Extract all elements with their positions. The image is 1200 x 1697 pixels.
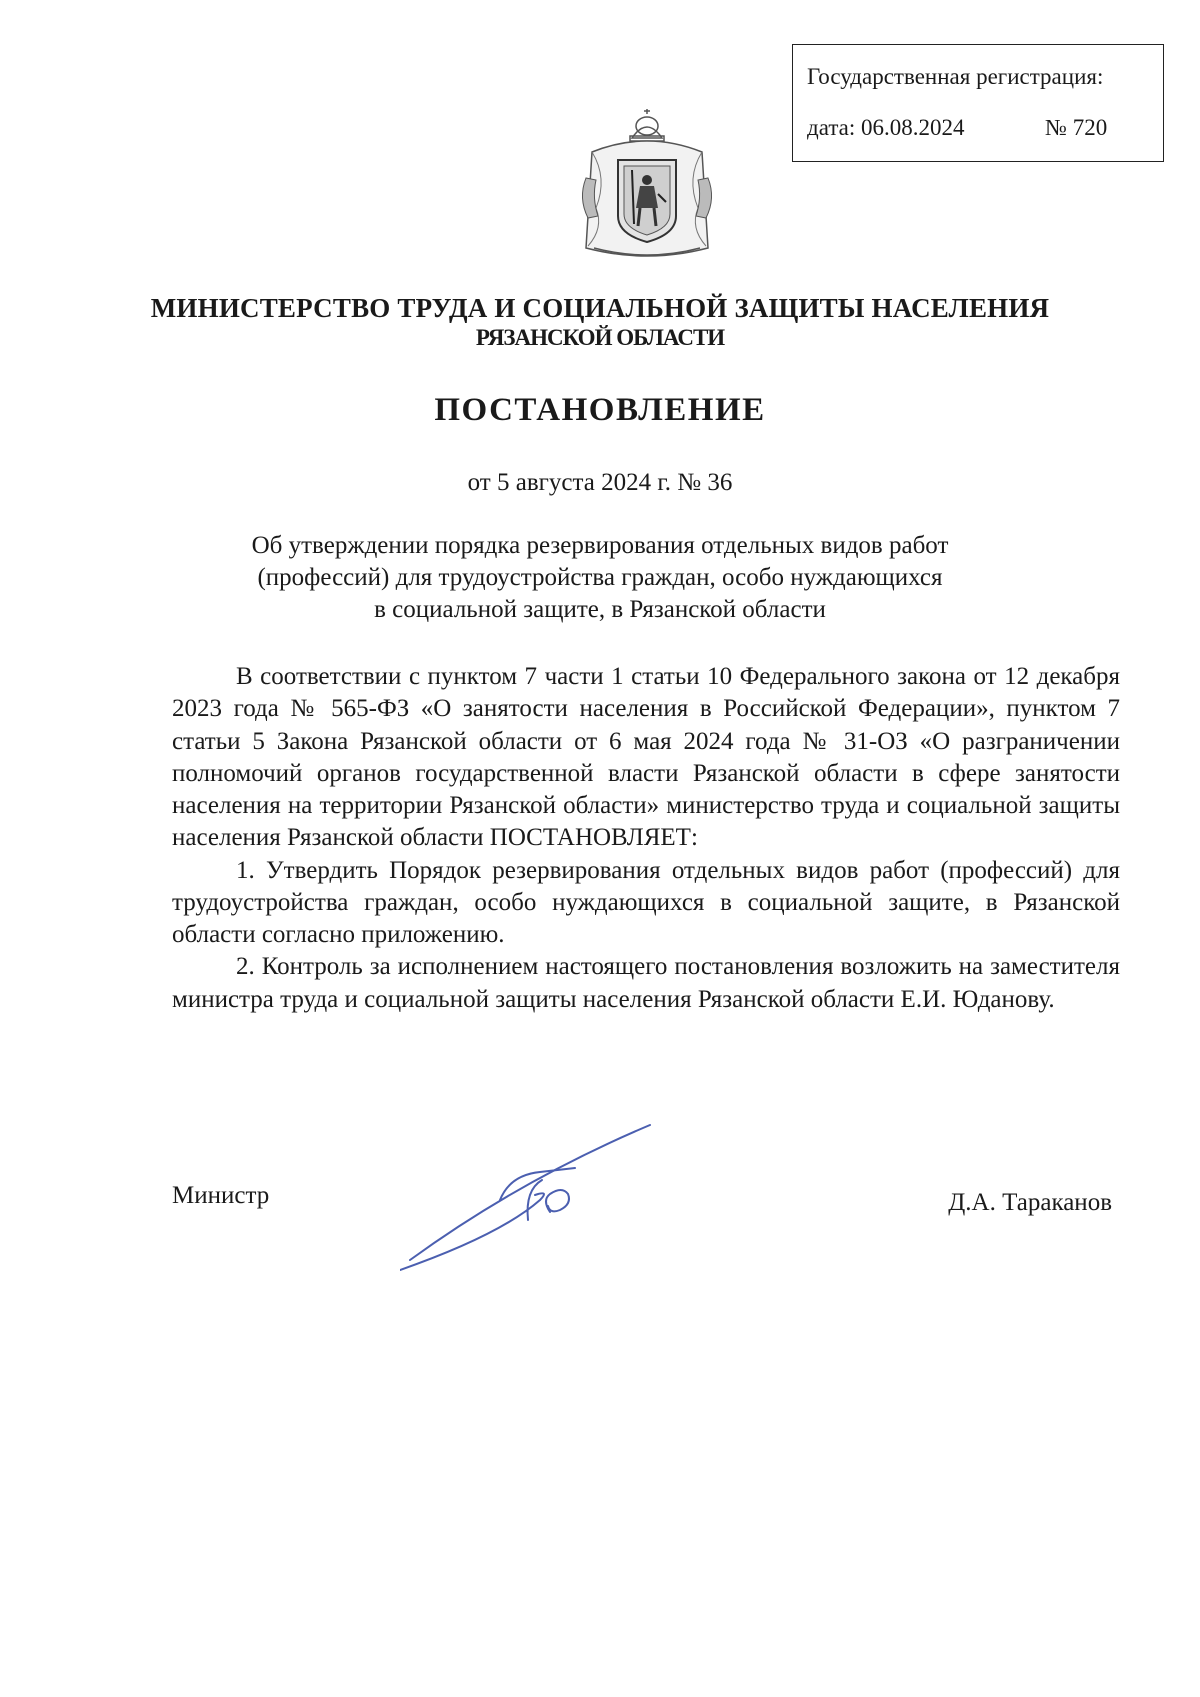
document-type: ПОСТАНОВЛЕНИЕ: [434, 392, 766, 428]
item-1-paragraph: 1. Утвердить Порядок резервирования отдельных видов работ (профессий) для трудоустройства граждан, особо нуждающихся в социальной защите, в Рязанской области согласно приложению.: [172, 856, 1120, 948]
registration-row: [807, 114, 1163, 143]
document-title-line: (профессий) для трудоустройства граждан, особо нуждающихся: [257, 564, 943, 591]
document-title-line: Об утверждении порядка резервирования отдельных видов работ: [251, 532, 949, 559]
registration-number: № 720: [1045, 114, 1108, 140]
document-title-line: в социальной защите, в Рязанской области: [374, 596, 826, 623]
signatory-role: Министр: [172, 1182, 270, 1209]
registration-stamp: [792, 44, 1164, 162]
handwritten-signature: [400, 1120, 660, 1275]
ministry-name: [0, 292, 1200, 352]
signatory-name: Д.А. Тараканов: [948, 1189, 1112, 1216]
ministry-name-line2: РЯЗАНСКОЙ ОБЛАСТИ: [475, 325, 725, 351]
coat-of-arms-emblem: [574, 108, 720, 264]
document-date: от 5 августа 2024 г. № 36: [467, 469, 733, 496]
document-title: [0, 530, 1200, 626]
ministry-name-line1: МИНИСТЕРСТВО ТРУДА И СОЦИАЛЬНОЙ ЗАЩИТЫ НАСЕЛЕНИЯ: [150, 293, 1050, 323]
item-2-paragraph: 2. Контроль за исполнением настоящего постановления возложить на заместителя министра труда и социальной защиты населения Рязанской области Е.И. Юданову.: [172, 953, 1120, 1013]
registration-date: дата: 06.08.2024: [807, 114, 965, 140]
registration-title: Государственная регистрация:: [807, 64, 1104, 89]
preamble-paragraph: В соответствии с пунктом 7 части 1 статьи 10 Федерального закона от 12 декабря 2023 года № 565-ФЗ «О занятости населения в Российской Федерации», пунктом 7 статьи 5 Закона Рязанской области от 6 мая 2024 года № 31-ОЗ «О разграничении полномочий органов государственной власти Рязанской области в сфере занятости населения на территории Рязанской области» министерство труда и социальной защиты населения Рязанской области ПОСТАНОВЛЯЕТ:: [172, 663, 1120, 852]
document-body: [172, 661, 1120, 1016]
